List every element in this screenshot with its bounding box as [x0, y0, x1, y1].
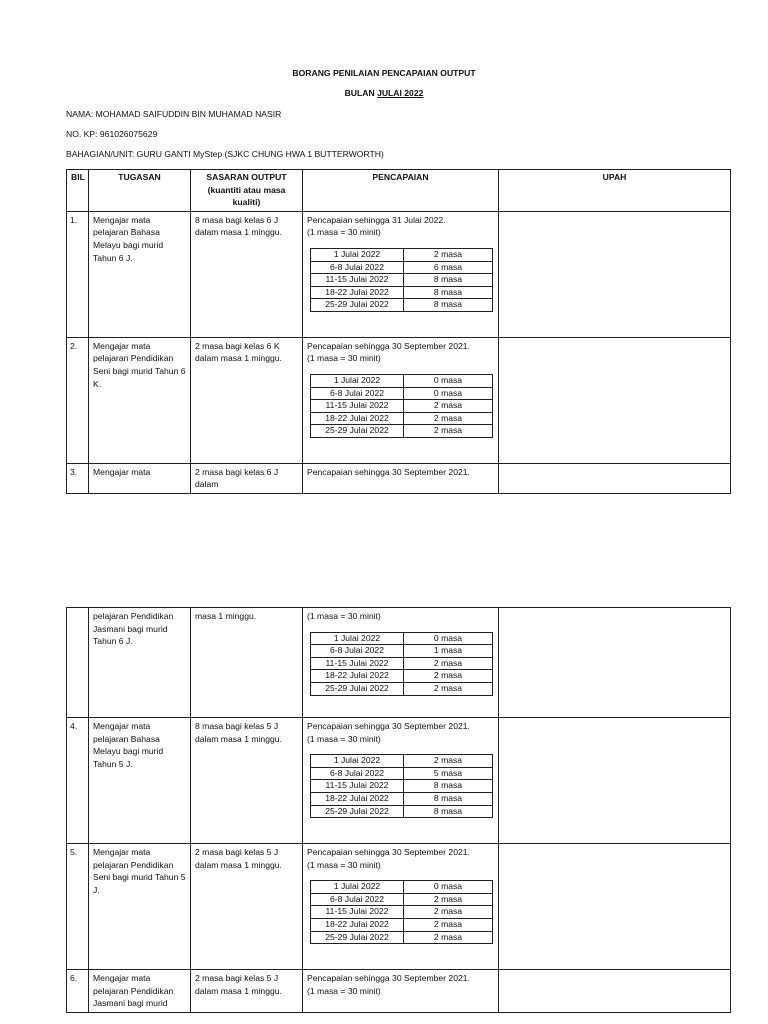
- row-achievement: [303, 970, 499, 1013]
- week-date: 25-29 Julai 2022: [311, 682, 404, 695]
- week-masa: 8 masa: [404, 299, 493, 312]
- week-masa: 2 masa: [404, 906, 493, 919]
- weekly-row: [311, 682, 493, 695]
- week-date: 25-29 Julai 2022: [311, 805, 404, 818]
- row-target: 2 masa bagi kelas 5 J dalam masa 1 minggu.: [191, 844, 303, 970]
- row-number: 4.: [67, 718, 89, 844]
- week-date: 6-8 Julai 2022: [311, 767, 404, 780]
- row-upah: [499, 844, 731, 970]
- assessment-table-page-2: [66, 607, 731, 1013]
- row-upah: [499, 337, 731, 463]
- week-date: 1 Julai 2022: [311, 374, 404, 387]
- week-date: 18-22 Julai 2022: [311, 286, 404, 299]
- row-number: 1.: [67, 211, 89, 337]
- week-masa: 2 masa: [404, 918, 493, 931]
- row-number: 6.: [67, 970, 89, 1013]
- achievement-text: Pencapaian sehingga 30 September 2021.: [307, 847, 470, 857]
- row-upah: [499, 211, 731, 337]
- unit-field: BAHAGIAN/UNIT: GURU GANTI MyStep (SJKC CHUNG HWA 1 BUTTERWORTH): [66, 149, 384, 159]
- row-upah: [499, 718, 731, 844]
- week-date: 6-8 Julai 2022: [311, 893, 404, 906]
- row-task: Mengajar mata pelajaran Pendidikan Seni bagi murid Tahun 6 K.: [89, 337, 191, 463]
- weekly-row: [311, 755, 493, 768]
- header-sasaran-line1: SASARAN OUTPUT: [206, 172, 287, 182]
- week-masa: 8 masa: [404, 780, 493, 793]
- week-date: 18-22 Julai 2022: [311, 918, 404, 931]
- week-masa: 1 masa: [404, 645, 493, 658]
- table-row: [67, 718, 731, 844]
- week-date: 11-15 Julai 2022: [311, 400, 404, 413]
- row-target: masa 1 minggu.: [191, 608, 303, 718]
- week-masa: 2 masa: [404, 755, 493, 768]
- weekly-row: [311, 387, 493, 400]
- week-masa: 2 masa: [404, 893, 493, 906]
- weekly-achievement-table: [310, 754, 493, 818]
- week-masa: 8 masa: [404, 286, 493, 299]
- weekly-achievement-table: [310, 374, 493, 438]
- row-target: 8 masa bagi kelas 5 J dalam masa 1 minggu.: [191, 718, 303, 844]
- assessment-table-page-1: [66, 169, 731, 494]
- row-number: 3.: [67, 463, 89, 493]
- ic-number-field: NO. KP: 961026075629: [66, 129, 158, 139]
- week-masa: 0 masa: [404, 881, 493, 894]
- week-date: 1 Julai 2022: [311, 881, 404, 894]
- table-row: [67, 463, 731, 493]
- row-achievement: [303, 211, 499, 337]
- achievement-text: Pencapaian sehingga 31 Julai 2022.: [307, 214, 446, 225]
- achievement-text: Pencapaian sehingga 30 September 2021.: [307, 721, 470, 731]
- week-masa: 2 masa: [404, 400, 493, 413]
- header-tugasan: TUGASAN: [89, 170, 191, 212]
- achievement-note: (1 masa = 30 minit): [307, 227, 381, 238]
- week-masa: 2 masa: [404, 670, 493, 683]
- weekly-row: [311, 274, 493, 287]
- weekly-row: [311, 893, 493, 906]
- header-upah: UPAH: [499, 170, 731, 212]
- week-masa: 8 masa: [404, 792, 493, 805]
- achievement-text: Pencapaian sehingga 30 September 2021.: [307, 973, 470, 983]
- week-masa: 2 masa: [404, 682, 493, 695]
- weekly-row: [311, 374, 493, 387]
- week-masa: 2 masa: [404, 657, 493, 670]
- week-date: 18-22 Julai 2022: [311, 792, 404, 805]
- row-number: 5.: [67, 844, 89, 970]
- row-task: Mengajar mata pelajaran Pendidikan Jasmani bagi murid: [89, 970, 191, 1013]
- week-masa: 2 masa: [404, 412, 493, 425]
- weekly-row: [311, 645, 493, 658]
- week-masa: 0 masa: [404, 387, 493, 400]
- week-masa: 2 masa: [404, 425, 493, 438]
- week-date: 11-15 Julai 2022: [311, 780, 404, 793]
- month-label: BULAN: [344, 88, 375, 98]
- row-target: 2 masa bagi kelas 6 K dalam masa 1 minggu.: [191, 337, 303, 463]
- row-task: Mengajar mata pelajaran Bahasa Melayu bagi murid Tahun 6 J.: [89, 211, 191, 337]
- achievement-note: (1 masa = 30 minit): [307, 353, 381, 364]
- weekly-row: [311, 632, 493, 645]
- weekly-row: [311, 248, 493, 261]
- week-date: 18-22 Julai 2022: [311, 412, 404, 425]
- week-masa: 0 masa: [404, 374, 493, 387]
- table-header-row: [67, 170, 731, 212]
- header-sasaran-line2: (kuantiti atau masa kualiti): [207, 184, 286, 208]
- header-sasaran: [191, 170, 303, 212]
- weekly-row: [311, 767, 493, 780]
- form-title: BORANG PENILAIAN PENCAPAIAN OUTPUT: [292, 68, 476, 78]
- row-upah: [499, 608, 731, 718]
- name-field: NAMA: MOHAMAD SAIFUDDIN BIN MUHAMAD NASIR: [66, 109, 282, 119]
- week-masa: 6 masa: [404, 261, 493, 274]
- week-masa: 2 masa: [404, 248, 493, 261]
- achievement-note: (1 masa = 30 minit): [307, 611, 381, 621]
- week-date: 11-15 Julai 2022: [311, 906, 404, 919]
- weekly-row: [311, 657, 493, 670]
- achievement-text: Pencapaian sehingga 30 September 2021.: [307, 340, 470, 351]
- table-row: [67, 337, 731, 463]
- row-achievement: [303, 608, 499, 718]
- weekly-row: [311, 400, 493, 413]
- weekly-row: [311, 412, 493, 425]
- week-date: 6-8 Julai 2022: [311, 387, 404, 400]
- row-achievement: [303, 844, 499, 970]
- achievement-note: (1 masa = 30 minit): [307, 733, 381, 744]
- weekly-row: [311, 805, 493, 818]
- weekly-row: [311, 299, 493, 312]
- weekly-row: [311, 918, 493, 931]
- row-upah: [499, 970, 731, 1013]
- row-target: 8 masa bagi kelas 6 J dalam masa 1 minggu.: [191, 211, 303, 337]
- achievement-note: (1 masa = 30 minit): [307, 985, 381, 996]
- week-date: 1 Julai 2022: [311, 755, 404, 768]
- week-date: 25-29 Julai 2022: [311, 931, 404, 944]
- weekly-row: [311, 780, 493, 793]
- week-date: 18-22 Julai 2022: [311, 670, 404, 683]
- weekly-row: [311, 906, 493, 919]
- week-date: 1 Julai 2022: [311, 248, 404, 261]
- week-date: 6-8 Julai 2022: [311, 645, 404, 658]
- week-date: 25-29 Julai 2022: [311, 425, 404, 438]
- row-target: 2 masa bagi kelas 5 J dalam masa 1 minggu.: [191, 970, 303, 1013]
- weekly-row: [311, 261, 493, 274]
- achievement-note: (1 masa = 30 minit): [307, 859, 381, 870]
- header-pencapaian: PENCAPAIAN: [303, 170, 499, 212]
- table-row: [67, 844, 731, 970]
- row-task: Mengajar mata pelajaran Pendidikan Seni bagi murid Tahun 5 J.: [89, 844, 191, 970]
- row-achievement: [303, 337, 499, 463]
- week-masa: 0 masa: [404, 632, 493, 645]
- row-task: Mengajar mata pelajaran Bahasa Melayu bagi murid Tahun 5 J.: [89, 718, 191, 844]
- row-task: pelajaran Pendidikan Jasmani bagi murid Tahun 6 J.: [89, 608, 191, 718]
- weekly-row: [311, 881, 493, 894]
- week-masa: 5 masa: [404, 767, 493, 780]
- week-date: 11-15 Julai 2022: [311, 274, 404, 287]
- form-month: [0, 88, 768, 98]
- row-upah: [499, 463, 731, 493]
- row-task: Mengajar mata: [89, 463, 191, 493]
- weekly-row: [311, 286, 493, 299]
- table-row: [67, 211, 731, 337]
- row-target: 2 masa bagi kelas 6 J dalam: [191, 463, 303, 493]
- row-achievement: Pencapaian sehingga 30 September 2021.: [303, 463, 499, 493]
- row-achievement: [303, 718, 499, 844]
- weekly-row: [311, 670, 493, 683]
- weekly-row: [311, 792, 493, 805]
- week-masa: 8 masa: [404, 805, 493, 818]
- week-date: 11-15 Julai 2022: [311, 657, 404, 670]
- table-row: [67, 608, 731, 718]
- month-value: JULAI 2022: [377, 88, 424, 98]
- week-masa: 2 masa: [404, 931, 493, 944]
- weekly-achievement-table: [310, 632, 493, 696]
- header-bil: BIL: [67, 170, 89, 212]
- table-row: [67, 970, 731, 1013]
- week-masa: 8 masa: [404, 274, 493, 287]
- week-date: 25-29 Julai 2022: [311, 299, 404, 312]
- weekly-row: [311, 931, 493, 944]
- weekly-achievement-table: [310, 248, 493, 312]
- weekly-achievement-table: [310, 880, 493, 944]
- week-date: 1 Julai 2022: [311, 632, 404, 645]
- weekly-row: [311, 425, 493, 438]
- week-date: 6-8 Julai 2022: [311, 261, 404, 274]
- row-number: 2.: [67, 337, 89, 463]
